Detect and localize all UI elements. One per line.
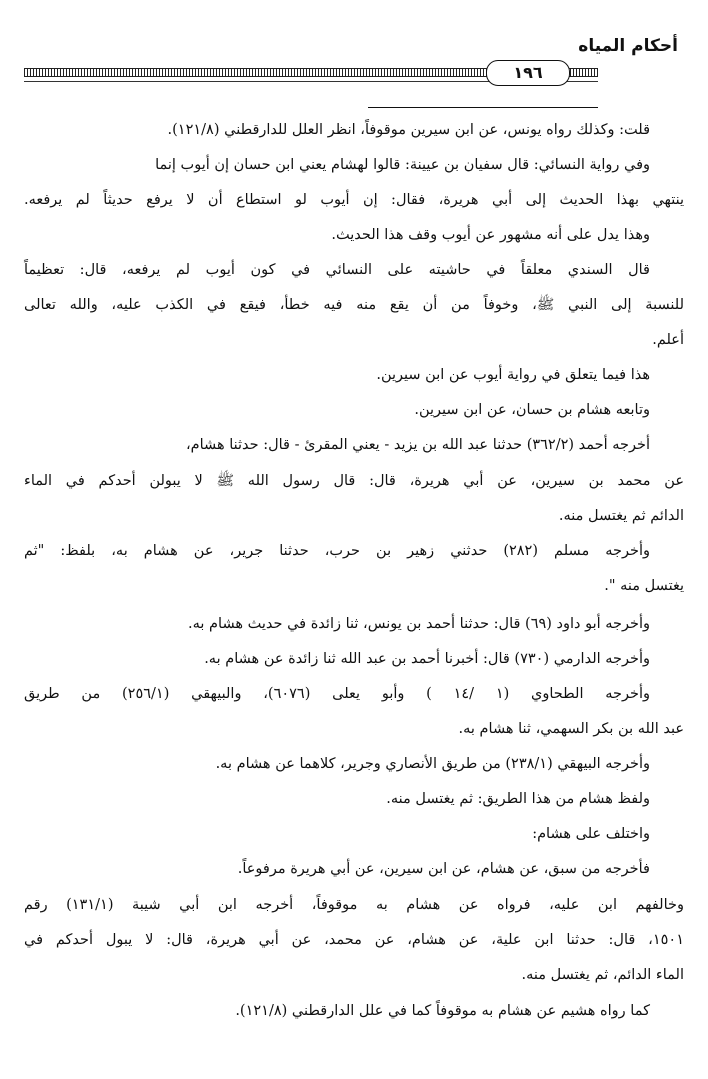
text-line-13: وأخرجه مسلم (٢٨٢) حدثني زهير بن حرب، حدثنا جرير، عن هشام به، بلفظ: "ثم <box>24 543 650 559</box>
text-line-12: الدائم ثم يغتسل منه. <box>558 508 684 524</box>
text-line-23: وخالفهم ابن عليه، فرواه عن هشام به موقوفاً، أخرجه ابن أبي شيبة (١٣١/١) رقم <box>24 897 684 913</box>
text-line-11: عن محمد بن سيرين، عن أبي هريرة، قال: قال رسول الله ﷺ لا يبولن أحدكم في الماء <box>24 473 684 489</box>
text-line-10: أخرجه أحمد (٣٦٢/٢) حدثنا عبد الله بن يزيد - يعني المقرئ - قال: حدثنا هشام، <box>185 437 650 453</box>
text-line-7: أعلم. <box>652 332 684 348</box>
text-line-9: وتابعه هشام بن حسان، عن ابن سيرين. <box>414 402 650 418</box>
text-line-22: فأخرجه من سبق، عن هشام، عن ابن سيرين، عن أبي هريرة مرفوعاً. <box>237 861 650 877</box>
text-line-24: ١٥٠١، قال: حدثنا ابن علية، عن هشام، عن محمد، عن أبي هريرة، قال: لا يبول أحدكم في <box>24 932 684 948</box>
page-number: ١٩٦ <box>486 60 570 86</box>
text-line-6: للنسبة إلى النبي ﷺ، وخوفاً من أن يقع منه فيه خطأ، فيقع في الكذب عليه، والله تعالى <box>24 297 684 313</box>
text-line-25: الماء الدائم، ثم يغتسل منه. <box>521 967 684 983</box>
footnote-separator <box>368 107 598 108</box>
text-line-2: وفي رواية النسائي: قال سفيان بن عيينة: قالوا لهشام يعني ابن حسان إن أيوب إنما <box>155 157 650 173</box>
text-line-16: وأخرجه الدارمي (٧٣٠) قال: أخبرنا أحمد بن عبد الله ثنا زائدة عن هشام به. <box>204 651 650 667</box>
text-line-19: وأخرجه البيهقي (٢٣٨/١) من طريق الأنصاري وجرير، كلاهما عن هشام به. <box>215 756 650 772</box>
running-title: أحكام المياه <box>578 36 678 56</box>
text-line-18: عبد الله بن بكر السهمي، ثنا هشام به. <box>458 721 684 737</box>
text-line-3: ينتهي بهذا الحديث إلى أبي هريرة، فقال: إن أيوب لو استطاع أن لا يرفع حديثاً لم يرفعه. <box>24 192 684 208</box>
text-line-20: ولفظ هشام من هذا الطريق: ثم يغتسل منه. <box>386 791 650 807</box>
text-line-8: هذا فيما يتعلق في رواية أيوب عن ابن سيرين. <box>376 367 650 383</box>
text-line-5: قال السندي معلقاً في حاشيته على النسائي في كون أيوب لم يرفعه، قال: تعظيماً <box>24 262 650 278</box>
text-line-4: وهذا يدل على أنه مشهور عن أيوب وقف هذا الحديث. <box>331 227 650 243</box>
text-line-14: يغتسل منه ". <box>604 578 684 594</box>
text-line-15: وأخرجه أبو داود (٦٩) قال: حدثنا أحمد بن يونس، ثنا زائدة في حديث هشام به. <box>188 616 650 632</box>
text-line-17: وأخرجه الطحاوي (١ /١٤ ) وأبو يعلى (٦٠٧٦)، والبيهقي (٢٥٦/١) من طريق <box>24 686 650 702</box>
text-line-26: كما رواه هشيم عن هشام به موقوفاً كما في علل الدارقطني (١٢١/٨). <box>235 1003 650 1019</box>
text-line-1: قلت: وكذلك رواه يونس، عن ابن سيرين موقوفاً، انظر العلل للدارقطني (١٢١/٨). <box>167 122 650 138</box>
text-line-21: واختلف على هشام: <box>532 826 650 842</box>
